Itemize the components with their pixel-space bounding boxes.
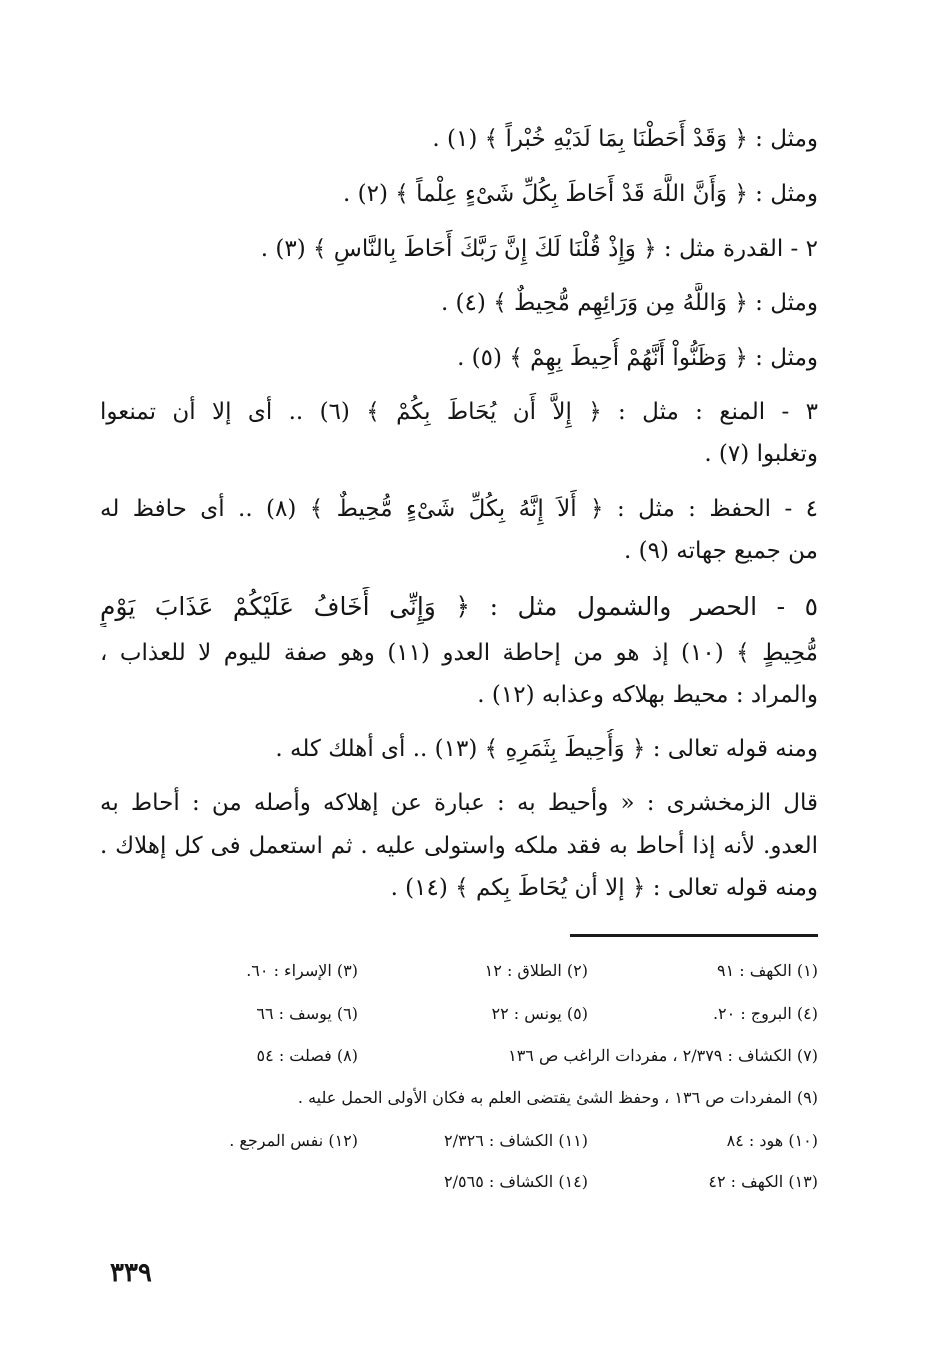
footnote-11: (١١) الكشاف : ٢/٣٢٦ (444, 1131, 588, 1150)
footnote-row-1 (110, 956, 818, 986)
footnote-3: (٣) الإسراء : ٦٠. (246, 961, 358, 980)
body-line-16: ومنه قوله تعالى : ﴿ إلا أن يُحَاطَ بِكم ﴾ (١٤) . (390, 875, 818, 901)
footnote-14: (١٤) الكشاف : ٢/٥٦٥ (444, 1172, 588, 1191)
footnote-6: (٦) يوسف : ٦٦ (256, 1004, 358, 1023)
footnote-12: (١٢) نفس المرجع . (229, 1131, 358, 1150)
page-number: ٣٣٩ (110, 1258, 152, 1288)
body-line-2: ومثل : ﴿ وَأَنَّ اللَّهَ قَدْ أَحَاطَ بِكُلِّ شَىْءٍ عِلْماً ﴾ (٢) . (343, 181, 818, 207)
body-line-6: ٣ - المنع : مثل : ﴿ إِلاَّ أَن يُحَاطَ بِكُمْ ﴾ (٦) .. أى إلا أن تمنعوا (100, 399, 818, 425)
footnote-row-5 (110, 1126, 818, 1156)
footnote-row-6 (110, 1167, 818, 1197)
footnote-5: (٥) يونس : ٢٢ (491, 1004, 588, 1023)
footnote-row-4 (110, 1083, 818, 1113)
body-line-8: ٤ - الحفظ : مثل : ﴿ أَلاَ إِنَّهُ بِكُلِّ شَىْءٍ مُّحِيطٌ ﴾ (٨) .. أى حافظ له (100, 496, 818, 522)
body-line-12: والمراد : محيط بهلاكه وعذابه (١٢) . (477, 682, 818, 708)
body-line-5: ومثل : ﴿ وَظَنُّواْ أَنَّهُمْ أُحِيطَ بِهِمْ ﴾ (٥) . (457, 345, 818, 371)
body-line-7: وتغلبوا (٧) . (704, 441, 818, 467)
footnote-1: (١) الكهف : ٩١ (716, 961, 818, 980)
body-line-4: ومثل : ﴿ وَاللَّهُ مِن وَرَائِهِم مُّحِيطٌ ﴾ (٤) . (440, 290, 818, 316)
body-line-13: ومنه قوله تعالى : ﴿ وَأُحِيطَ بِثَمَرِهِ ﴾ (١٣) .. أى أهلك كله . (275, 736, 818, 762)
body-line-9: من جميع جهاته (٩) . (624, 538, 818, 564)
footnote-row-2 (110, 999, 818, 1029)
body-line-14: قال الزمخشرى : « وأحيط به : عبارة عن إهلاكه وأصله من : أحاط به (100, 790, 818, 816)
footnote-separator (570, 934, 818, 937)
body-line-10: ٥ - الحصر والشمول مثل : ﴿ وَإِنِّى أَخَافُ عَلَيْكُمْ عَذَابَ يَوْمٍ (100, 592, 818, 621)
footnote-2: (٢) الطلاق : ١٢ (484, 961, 588, 980)
body-line-11: مُّحِيطٍ ﴾ (١٠) إذ هو من إحاطة العدو (١١) وهو صفة لليوم لا للعذاب ، (100, 640, 818, 666)
footnote-13: (١٣) الكهف : ٤٢ (708, 1172, 818, 1191)
body-line-3: ٢ - القدرة مثل : ﴿ وَإِذْ قُلْنَا لَكَ إِنَّ رَبَّكَ أَحَاطَ بِالنَّاسِ ﴾ (٣) . (260, 236, 818, 262)
footnote-4: (٤) البروج : ٢٠. (712, 1004, 818, 1023)
footnote-row-3 (110, 1041, 818, 1071)
body-line-15: العدو. لأنه إذا أحاط به فقد ملكه واستولى عليه . ثم استعمل فى كل إهلاك . (100, 833, 818, 859)
footnote-7: (٧) الكشاف : ٢/٣٧٩ ، مفردات الراغب ص ١٣٦ (508, 1046, 818, 1065)
footnote-10: (١٠) هود : ٨٤ (726, 1131, 818, 1150)
footnote-8: (٨) فصلت : ٥٤ (256, 1046, 358, 1065)
footnote-9: (٩) المفردات ص ١٣٦ ، وحفظ الشئ يقتضى العلم به فكان الأولى الحمل عليه . (297, 1088, 818, 1107)
body-line-1: ومثل : ﴿ وَقَدْ أَحَطْنَا بِمَا لَدَيْهِ خُبْراً ﴾ (١) . (432, 126, 818, 152)
